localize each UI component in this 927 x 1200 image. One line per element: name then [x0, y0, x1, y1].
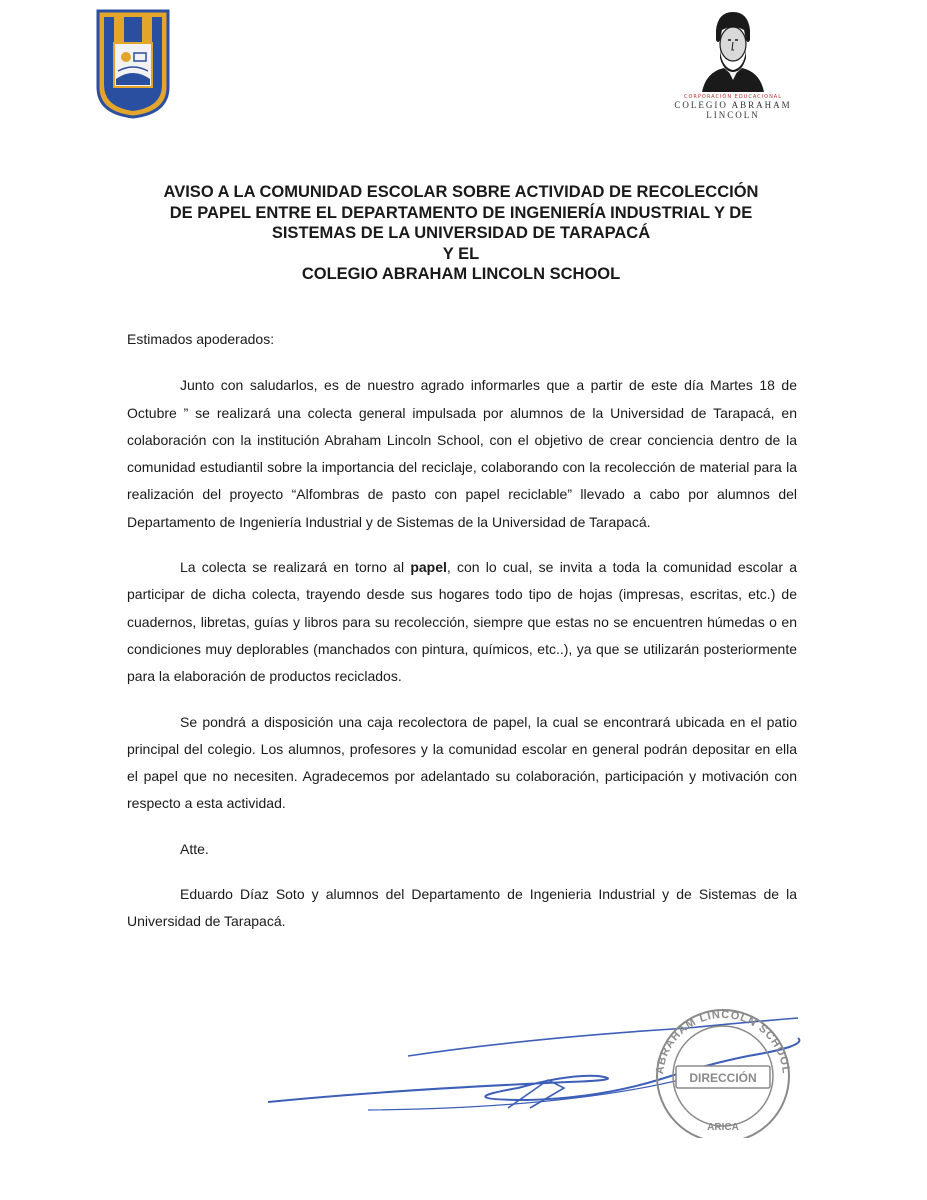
greeting: Estimados apoderados:: [127, 331, 275, 347]
logo-corp-text: CORPORACIÓN EDUCACIONAL: [683, 94, 783, 100]
title-line-4: Y EL: [442, 244, 480, 263]
stamp-center-text: DIRECCIÓN: [689, 1071, 757, 1085]
colegio-lincoln-logo: [668, 10, 798, 128]
lincoln-portrait-icon: [698, 10, 768, 92]
handwritten-signature: [268, 1008, 828, 1138]
paragraph-3: Se pondrá a disposición una caja recolectora de papel, la cual se encontrará ubicada en el patio principal del colegio. Los alumnos, profesores y la comunidad escolar en general podrán depositar en ella el papel que no necesiten. Agradecemos por adelantado su colaboración, participación y motivación con respecto a esta actividad.: [127, 713, 797, 812]
document-title: [100, 182, 822, 285]
title-line-2: DE PAPEL ENTRE EL DEPARTAMENTO DE INGENIERÍA INDUSTRIAL Y DE: [169, 203, 753, 222]
stamp-top-text: ABRAHAM LINCOLN SCHOOL: [654, 1008, 792, 1075]
paragraph-2: [127, 554, 797, 690]
crest-icon: [96, 9, 170, 119]
signature-line: Eduardo Díaz Soto y alumnos del Departamento de Ingenieria Industrial y de Sistemas de la Universidad de Tarapacá.: [127, 886, 797, 930]
paragraph-1: Junto con saludarlos, es de nuestro agrado informarles que a partir de este día Martes 18 de Octubre ” se realizará una colecta general impulsada por alumnos de la Universidad de Tarapacá, en colaboración con la institución Abraham Lincoln School, con el objetivo de crear conciencia dentro de la comunidad estudiantil sobre la importancia del reciclaje, colaborando con la recolección de material para la realización del proyecto “Alfombras de pasto con papel reciclable” llevado a cabo por alumnos del Departamento de Ingeniería Industrial y de Sistemas de la Universidad de Tarapacá.: [127, 377, 797, 530]
paragraph-2-start: La colecta se realizará en torno al: [180, 559, 411, 576]
document-body: [127, 326, 797, 954]
title-line-3: SISTEMAS DE LA UNIVERSIDAD DE TARAPACÁ: [271, 224, 651, 242]
title-line-1: AVISO A LA COMUNIDAD ESCOLAR SOBRE ACTIVIDAD DE RECOLECCIÓN: [163, 183, 759, 201]
signature-area: [268, 1008, 828, 1138]
signoff: Atte.: [180, 840, 209, 857]
paragraph-2-bold-word: papel: [410, 559, 447, 576]
logo-name-line-1: COLEGIO ABRAHAM: [674, 100, 792, 110]
university-crest-logo: [96, 9, 170, 119]
paragraph-2-end: , con lo cual, se invita a toda la comunidad escolar a participar de dicha colecta, trayendo desde sus hogares todo tipo de hojas (impresas, escritas, etc.) de cuadernos, libretas, guías y libros para su recolección, siempre que estas no se encuentren húmedas o en condiciones muy deplorables (manchados con pintura, químicos, etc..), ya que se utilizarán posteriormente para la elaboración de productos reciclados.: [127, 559, 798, 685]
title-line-5: COLEGIO ABRAHAM LINCOLN SCHOOL: [301, 265, 621, 283]
logo-name-line-2: LINCOLN: [706, 110, 760, 120]
stamp-bottom-text: ARICA: [707, 1122, 739, 1133]
